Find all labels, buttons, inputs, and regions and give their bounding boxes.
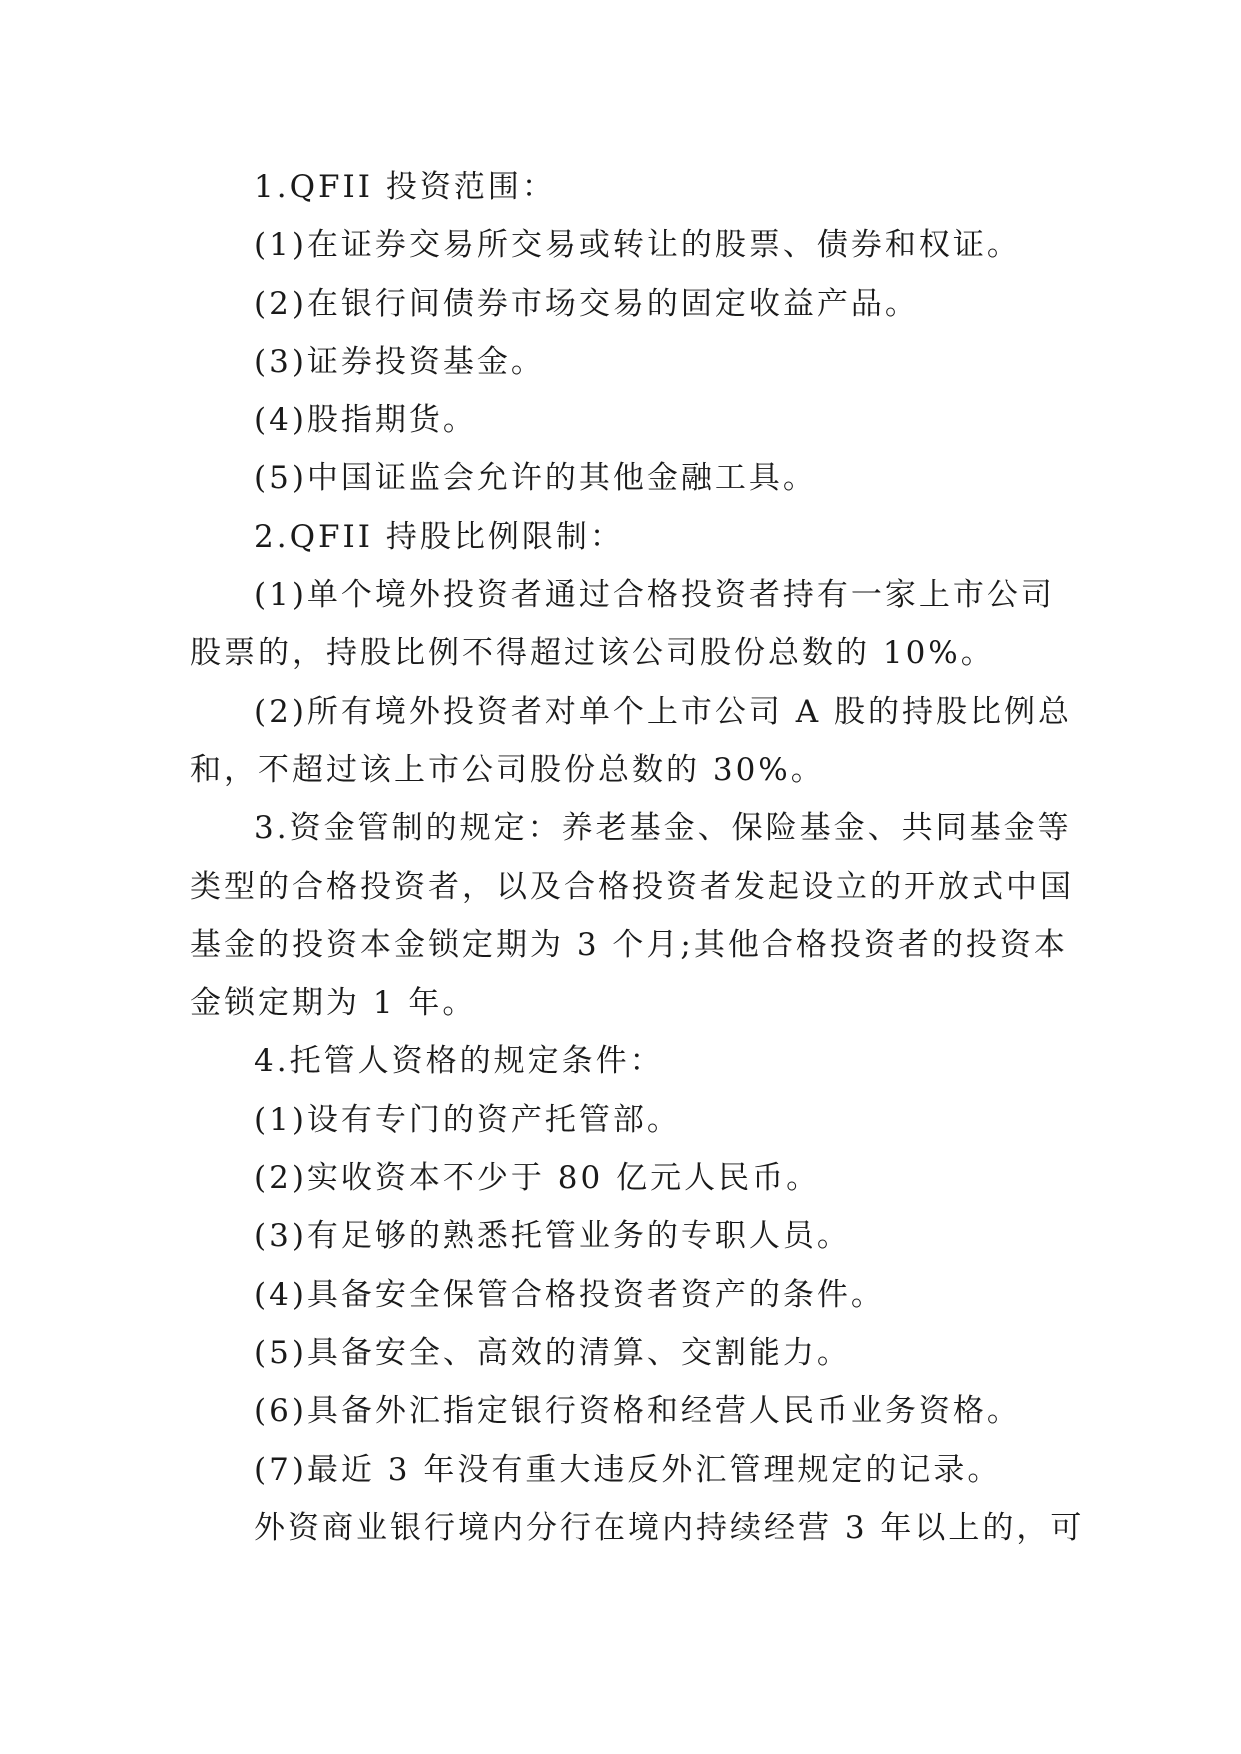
list-item: (2)在银行间债券市场交易的固定收益产品。 xyxy=(254,285,919,322)
list-item: (2)实收资本不少于 80 亿元人民币。 xyxy=(254,1160,821,1197)
list-item: (1)在证券交易所交易或转让的股票、债券和权证。 xyxy=(254,227,1021,264)
paragraph-line: 股票的，持股比例不得超过该公司股份总数的 10%。 xyxy=(190,635,995,672)
list-item: (3)证券投资基金。 xyxy=(254,343,545,380)
paragraph-line: (1)单个境外投资者通过合格投资者持有一家上市公司 xyxy=(254,577,1055,614)
list-item: (5)中国证监会允许的其他金融工具。 xyxy=(254,460,817,497)
heading-custodian-qualification: 4.托管人资格的规定条件： xyxy=(254,1043,664,1080)
list-item: (3)有足够的熟悉托管业务的专职人员。 xyxy=(254,1218,851,1255)
list-item: (1)设有专门的资产托管部。 xyxy=(254,1101,681,1138)
list-item: (4)股指期货。 xyxy=(254,402,477,439)
heading-qfii-investment-scope: 1.QFII 投资范围： xyxy=(254,169,556,205)
paragraph-line: 类型的合格投资者，以及合格投资者发起设立的开放式中国 xyxy=(190,868,1074,905)
paragraph-line: 3.资金管制的规定：养老基金、保险基金、共同基金等 xyxy=(254,810,1072,847)
list-item: (4)具备安全保管合格投资者资产的条件。 xyxy=(254,1276,885,1313)
paragraph-line: (2)所有境外投资者对单个上市公司 A 股的持股比例总 xyxy=(254,693,1073,730)
paragraph-line: 和，不超过该上市公司股份总数的 30%。 xyxy=(190,751,825,788)
paragraph-line: 基金的投资本金锁定期为 3 个月;其他合格投资者的投资本 xyxy=(190,926,1068,963)
paragraph-line: 外资商业银行境内分行在境内持续经营 3 年以上的，可 xyxy=(254,1509,1085,1546)
list-item: (5)具备安全、高效的清算、交割能力。 xyxy=(254,1334,851,1371)
paragraph-line: 金锁定期为 1 年。 xyxy=(190,985,477,1022)
heading-qfii-shareholding-limit: 2.QFII 持股比例限制： xyxy=(254,518,624,555)
document-page xyxy=(190,158,1085,1557)
list-item: (7)最近 3 年没有重大违反外汇管理规定的记录。 xyxy=(254,1451,1002,1488)
list-item: (6)具备外汇指定银行资格和经营人民币业务资格。 xyxy=(254,1393,1021,1430)
